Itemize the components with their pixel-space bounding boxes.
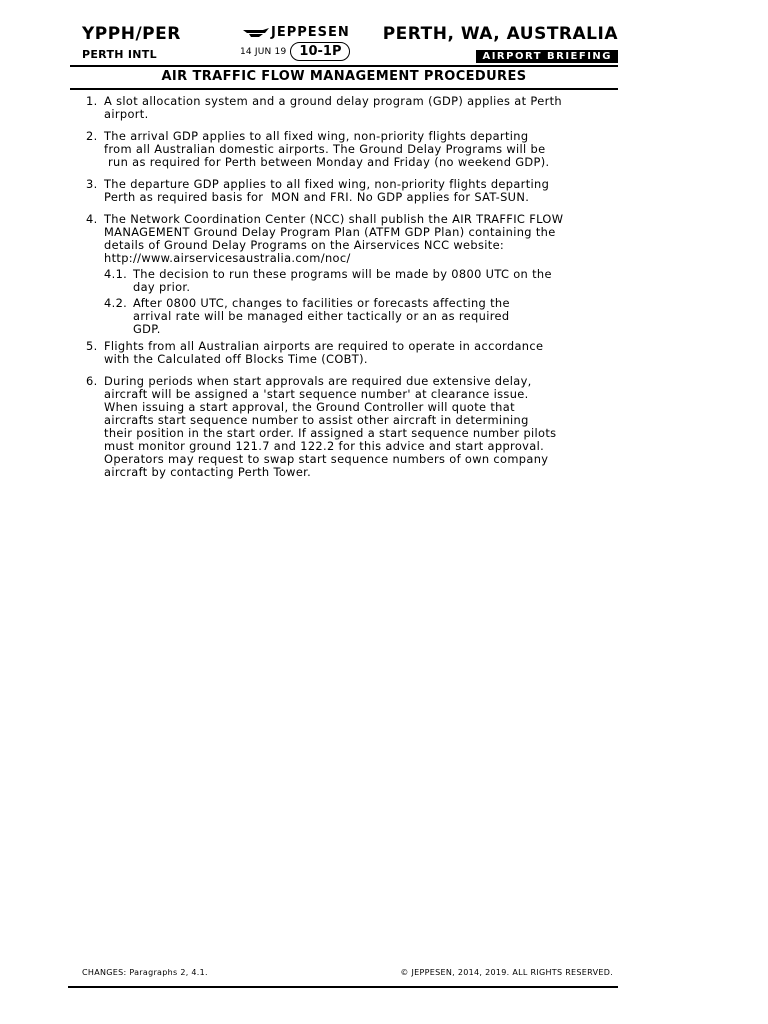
text-line: must monitor ground 121.7 and 122.2 for this advice and start approval.: [104, 439, 545, 453]
header-left: [82, 24, 181, 61]
text-line: aircrafts start sequence number to assist other aircraft in determining: [104, 413, 529, 427]
paragraph-1: [86, 95, 626, 121]
subparagraph-number: 4.1.: [104, 267, 128, 281]
subparagraph-4-2: [104, 297, 626, 336]
text-line: The arrival GDP applies to all fixed wing, non-priority flights departing: [104, 129, 529, 143]
paragraph-text: [104, 95, 626, 121]
text-line: aircraft will be assigned a 'start sequence number' at clearance issue.: [104, 387, 529, 401]
text-line: Flights from all Australian airports are required to operate in accordance: [104, 339, 544, 353]
paragraph-number: 5.: [86, 339, 98, 353]
text-line: A slot allocation system and a ground delay program (GDP) applies at Perth: [104, 94, 563, 108]
text-line: their position in the start order. If assigned a start sequence number pilots: [104, 426, 557, 440]
title-divider: [70, 88, 618, 90]
text-line: run as required for Perth between Monday and Friday (no weekend GDP).: [104, 155, 550, 169]
location: PERTH, WA, AUSTRALIA: [382, 24, 618, 44]
text-line: Operators may request to swap start sequence numbers of own company: [104, 452, 549, 466]
paragraph-3: [86, 178, 626, 204]
header-divider: [70, 65, 618, 67]
text-line: The departure GDP applies to all fixed wing, non-priority flights departing: [104, 177, 550, 191]
chart-date: 14 JUN 19: [240, 46, 287, 57]
jeppesen-brand: [243, 25, 350, 40]
text-line: The decision to run these programs will be made by 0800 UTC on the: [133, 267, 552, 281]
procedures-content: [86, 95, 626, 488]
paragraph-number: 4.: [86, 212, 98, 226]
chart-meta: [240, 42, 350, 61]
text-line: day prior.: [133, 280, 191, 294]
text-line: After 0800 UTC, changes to facilities or forecasts affecting the: [133, 296, 510, 310]
paragraph-4: [86, 213, 626, 336]
paragraph-number: 3.: [86, 177, 98, 191]
website-link[interactable]: http://www.airservicesaustralia.com/noc/: [104, 251, 351, 265]
subparagraph-text: [133, 268, 626, 294]
airport-name: PERTH INTL: [82, 48, 157, 61]
text-line: with the Calculated off Blocks Time (COBT).: [104, 352, 368, 366]
paragraph-2: [86, 130, 626, 169]
jeppesen-logo-icon: [243, 28, 269, 38]
page-title: AIR TRAFFIC FLOW MANAGEMENT PROCEDURES: [161, 69, 527, 84]
paragraph-number: 6.: [86, 374, 98, 388]
footer-divider: [68, 986, 618, 988]
paragraph-text: [104, 130, 626, 169]
paragraph-text: [104, 178, 626, 204]
text-line: aircraft by contacting Perth Tower.: [104, 465, 312, 479]
text-line: details of Ground Delay Programs on the Airservices NCC website:: [104, 238, 505, 252]
text-line: MANAGEMENT Ground Delay Program Plan (ATFM GDP Plan) containing the: [104, 225, 556, 239]
subparagraph-4-1: [104, 268, 626, 294]
footer-changes: CHANGES: Paragraphs 2, 4.1.: [82, 968, 208, 977]
airport-identifier: YPPH/PER: [82, 24, 181, 44]
brand-name: JEPPESEN: [271, 25, 350, 40]
text-line: arrival rate will be managed either tactically or an as required: [133, 309, 510, 323]
text-line: The Network Coordination Center (NCC) shall publish the AIR TRAFFIC FLOW: [104, 212, 564, 226]
paragraph-text: [104, 340, 626, 366]
text-line: Perth as required basis for MON and FRI. No GDP applies for SAT-SUN.: [104, 190, 530, 204]
subparagraph-number: 4.2.: [104, 296, 128, 310]
paragraph-text: [104, 375, 626, 479]
text-line: GDP.: [133, 322, 161, 336]
header-right: [383, 24, 618, 63]
paragraph-number: 2.: [86, 129, 98, 143]
paragraph-5: [86, 340, 626, 366]
chart-number: 10-1P: [290, 42, 350, 61]
text-line: airport.: [104, 107, 149, 121]
paragraph-text: [104, 213, 626, 336]
text-line: During periods when start approvals are required due extensive delay,: [104, 374, 532, 388]
paragraph-number: 1.: [86, 94, 98, 108]
footer-copyright: © JEPPESEN, 2014, 2019. ALL RIGHTS RESERVED.: [400, 968, 613, 977]
paragraph-6: [86, 375, 626, 479]
text-line: When issuing a start approval, the Ground Controller will quote that: [104, 400, 515, 414]
text-line: from all Australian domestic airports. The Ground Delay Programs will be: [104, 142, 546, 156]
subparagraph-text: [133, 297, 626, 336]
airport-briefing-badge: AIRPORT BRIEFING: [476, 50, 618, 63]
